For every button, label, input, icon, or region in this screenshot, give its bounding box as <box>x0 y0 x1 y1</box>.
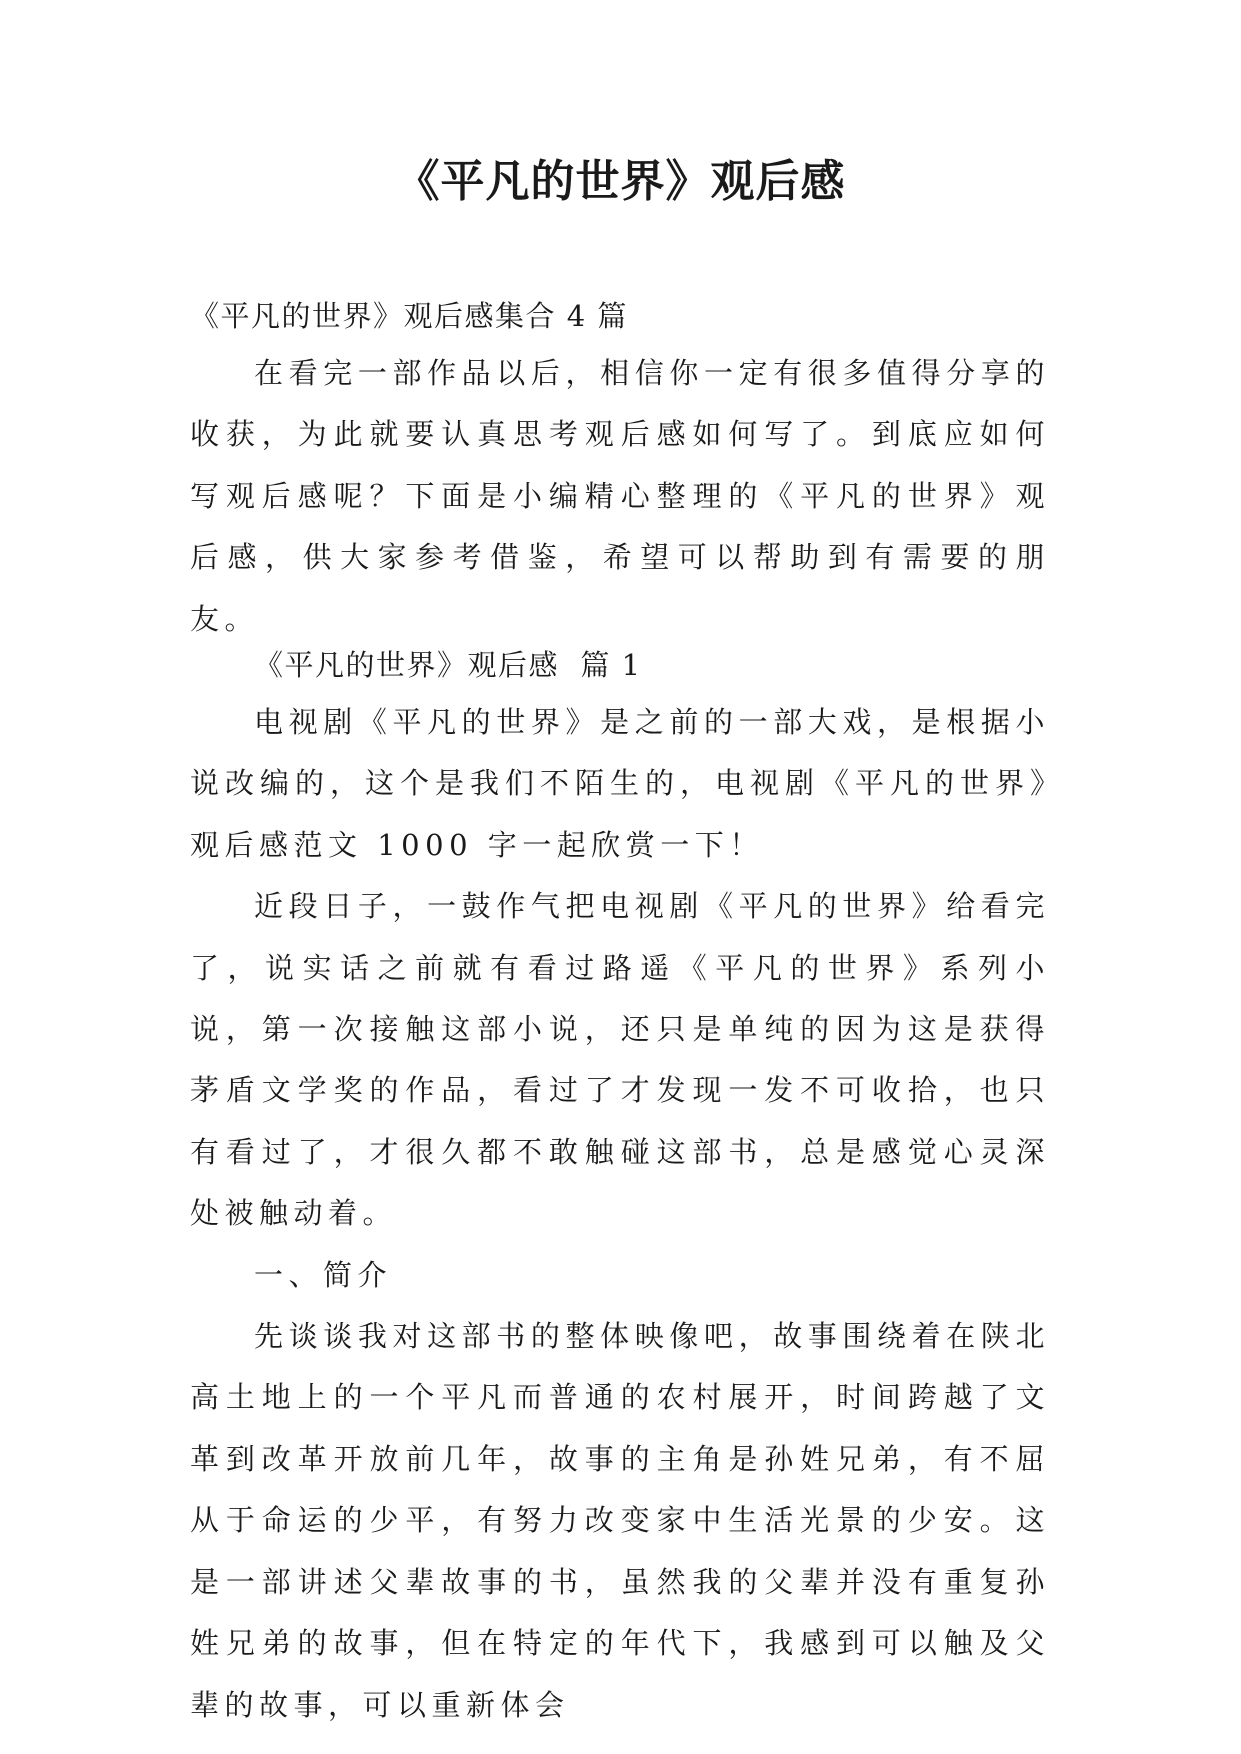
intro-block <box>190 343 1050 650</box>
body-paragraph-3: 先谈谈我对这部书的整体映像吧，故事围绕着在陕北高土地上的一个平凡而普通的农村展开，时间跨越了文革到改革开放前几年，故事的主角是孙姓兄弟，有不屈从于命运的少平，有努力改变家中生活光景的少安。这是一部讲述父辈故事的书，虽然我的父辈并没有重复孙姓兄弟的故事，但在特定的年代下，我感到可以触及父辈的故事，可以重新体会 <box>190 1319 1050 1722</box>
intro-paragraph: 在看完一部作品以后，相信你一定有很多值得分享的收获，为此就要认真思考观后感如何写了。到底应如何写观后感呢？下面是小编精心整理的《平凡的世界》观后感，供大家参考借鉴，希望可以帮助到有需要的朋友。 <box>190 356 1050 636</box>
section-heading-intro: 一、简介 <box>254 1257 393 1292</box>
body-paragraph-1: 电视剧《平凡的世界》是之前的一部大戏，是根据小说改编的，这个是我们不陌生的，电视剧《平凡的世界》观后感范文 1000 字一起欣赏一下！ <box>190 705 1050 862</box>
body-paragraph-2: 近段日子，一鼓作气把电视剧《平凡的世界》给看完了，说实话之前就有看过路遥《平凡的世界》系列小说，第一次接触这部小说，还只是单纯的因为这是获得茅盾文学奖的作品，看过了才发现一发不可收拾，也只有看过了，才很久都不敢触碰这部书，总是感觉心灵深处被触动着。 <box>190 889 1050 1231</box>
article-body <box>190 692 1050 1736</box>
collection-subtitle: 《平凡的世界》观后感集合 4 篇 <box>190 299 628 333</box>
document-title: 《平凡的世界》观后感 <box>395 156 846 207</box>
section-heading: 《平凡的世界》观后感 篇 1 <box>254 648 642 682</box>
